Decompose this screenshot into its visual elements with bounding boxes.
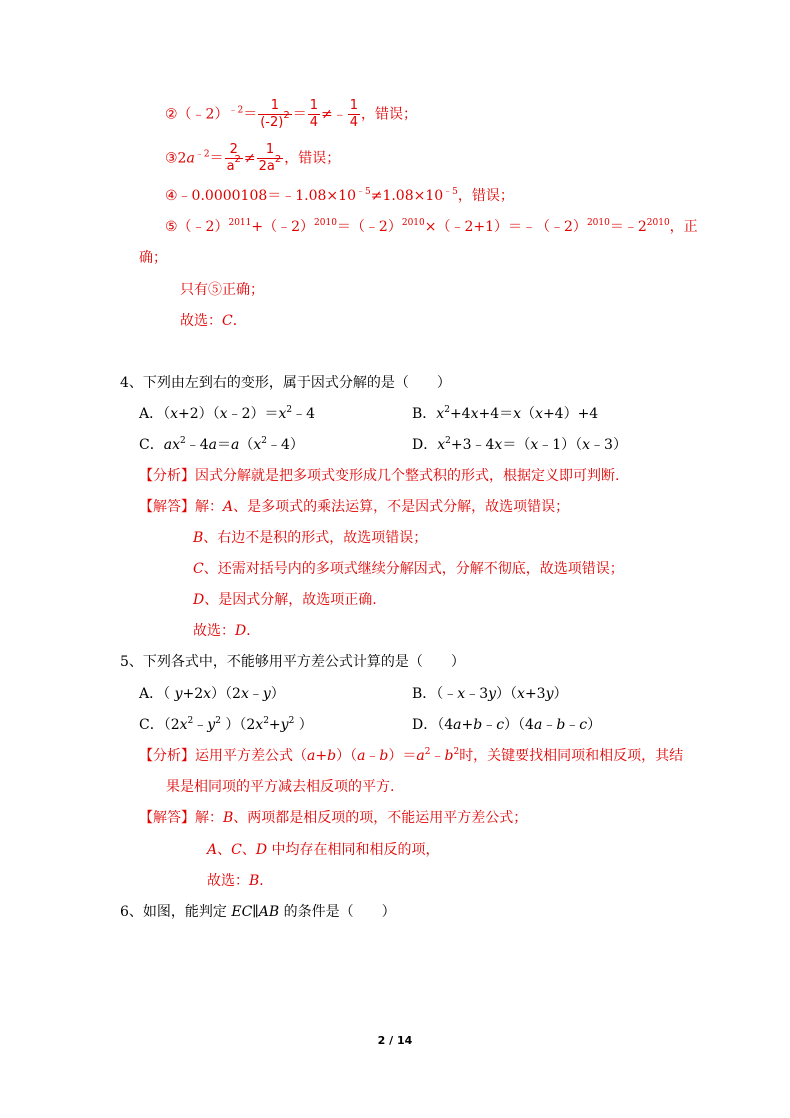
fraction: $\frac{1}{4}$ [309,98,318,130]
q5-answer-acd: A、C、D 中均存在相同和相反的项， [207,842,440,858]
q4-answer-d: D、是因式分解，故选项正确. [193,592,377,608]
q4-answer-c: C、还需对括号内的多项式继续分解因式，分解不彻底，故选项错误； [193,561,624,577]
fraction: $\frac{1}{4}$ [349,98,358,130]
q5-option-c: C．（$2x^2﹣y^2$ ）（$2x^2+y^2$ ） [139,716,313,733]
q4-stem: 4、下列由左到右的变形，属于因式分解的是（ ） [120,375,451,391]
q6-stem: 6、如图，能判定 EC∥AB 的条件是（ ） [120,904,396,920]
q5-answer-b: 【解答】解：B、两项都是相反项的项，不能运用平方差公式； [139,810,528,826]
q4-option-c: C．$ax^2﹣4a=a(x^2﹣4)$ [139,436,304,453]
q5-option-b: B．（﹣x﹣3y）（x+3y） [412,686,568,702]
q5-option-a: A．（ y+2x）（2x﹣y） [139,686,285,702]
q4-answer-b: B、右边不是积的形式，故选项错误； [193,530,428,546]
step-4: $④﹣0.0000108=﹣1.08\times 10^{﹣5}\ne 1.08\times 10^{﹣5}$，错误； [165,187,514,204]
step-2: ②（﹣2）$^{﹣2}$＝ $\frac{1}{(-2)^2}$ ＝ $\frac{1}{4}$ ≠﹣ $\frac{1}{4}$ ，错误； [165,98,417,130]
step-5: $⑤(﹣2)^{2011}+(﹣2)^{2010}=(﹣2)^{2010}\times(﹣2+1)=﹣(﹣2)^{2010}=﹣2^{2010}$，正 [165,218,698,235]
q4-analysis: 【分析】因式分解就是把多项式变形成几个整式积的形式，根据定义即可判断. [139,468,620,484]
only-correct: 只有⑤正确； [180,282,264,298]
q4-option-a: A．$(x+2)(x﹣2)=x^2﹣4$ [139,405,316,422]
step-3: $③2a^{﹣2}=$ $\frac{2}{a^2}$ ≠ $\frac{1}{2a^2}$ ，错误； [165,142,341,174]
q4-option-d: D．$x^2+3﹣4x=(x﹣1)(x﹣3)$ [412,436,627,453]
fraction: $\frac{1}{(-2)^2}$ [260,98,290,130]
q5-analysis: 【分析】运用平方差公式$(a+b)(a﹣b)=a^2﹣b^2$时，关键要找相同项和相反项，其结 [139,747,684,764]
prev-choice: 故选：C． [180,313,247,329]
q5-stem: 5、下列各式中，不能够用平方差公式计算的是（ ） [120,654,465,670]
fraction: $\frac{1}{2a^2}$ [258,142,282,174]
q4-option-b: B．$x^2+4x+4=x(x+4)+4$ [412,405,599,422]
q5-choice: 故选：B． [207,873,274,889]
page-number: 2 / 14 [377,1034,413,1047]
q5-analysis-line2: 果是相同项的平方减去相反项的平方. [166,779,395,795]
step-5-wrap: 确； [139,250,167,266]
q5-option-d: D．（4a+b﹣c）（4a﹣b﹣c） [412,717,602,733]
fraction: $\frac{2}{a^2}$ [226,142,241,174]
q4-choice: 故选：D． [193,623,261,639]
q4-answer-a: 【解答】解：A、是多项式的乘法运算，不是因式分解，故选项错误； [139,499,570,515]
